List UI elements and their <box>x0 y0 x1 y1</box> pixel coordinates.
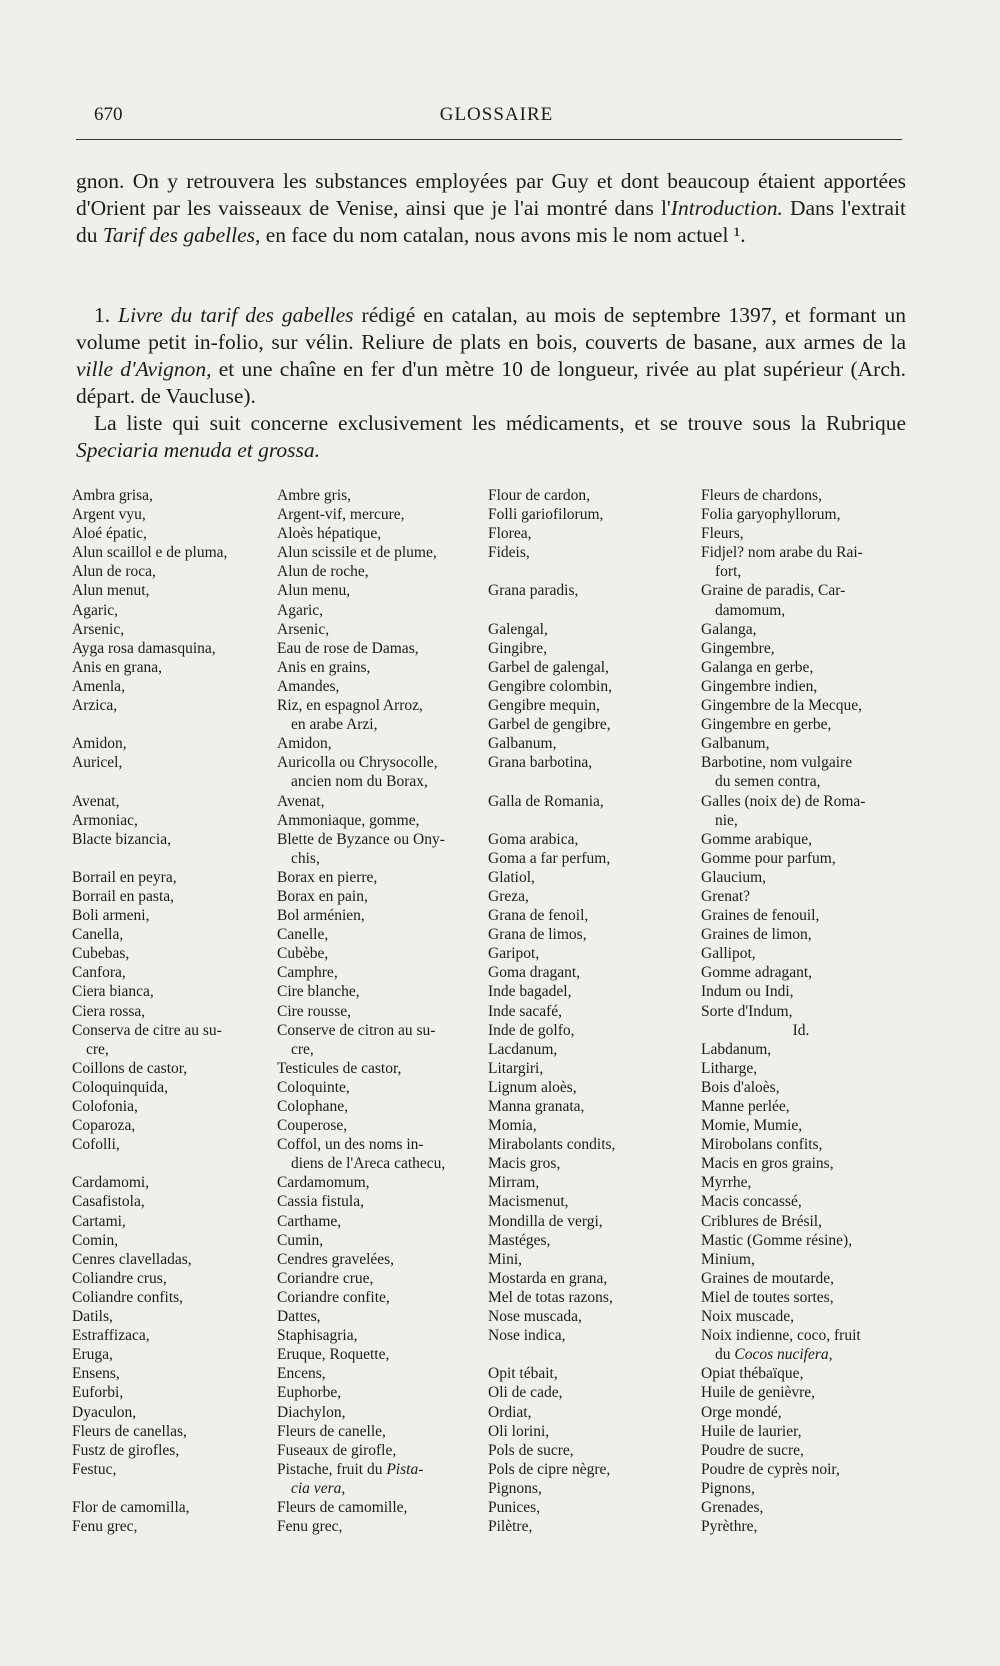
glossary-entry: Poudre de sucre, <box>701 1441 804 1459</box>
glossary-entry: Fenu grec, <box>72 1518 138 1536</box>
glossary-entry: Alun menut, <box>72 582 150 600</box>
running-header <box>94 104 899 134</box>
glossary-entry: Grana de limos, <box>488 926 587 944</box>
glossary-entry: Orge mondé, <box>701 1403 782 1421</box>
glossary-entry: Fleurs de canelle, <box>277 1422 386 1440</box>
glossary-entry: Galla de Romania, <box>488 792 604 810</box>
glossary-entry: Inde sacafé, <box>488 1002 563 1020</box>
glossary-entry: Borax en pain, <box>277 887 368 905</box>
glossary-entry: Graine de paradis, Car- <box>701 582 846 600</box>
glossary-entry: Coillons de castor, <box>72 1059 188 1077</box>
glossary-entry: Mastic (Gomme résine), <box>701 1231 853 1249</box>
glossary-entry: Gingibre, <box>488 639 547 657</box>
glossary-entry: Fleurs, <box>701 525 744 543</box>
glossary-entry: Conserva de citre au su- <box>72 1021 222 1039</box>
glossary-entry: Galbanum, <box>701 735 770 753</box>
glossary-entry: Cire blanche, <box>277 983 360 1001</box>
glossary-entry: Grana paradis, <box>488 582 579 600</box>
glossary-entry: chis, <box>291 849 320 867</box>
glossary-entry: Punices, <box>488 1498 541 1516</box>
glossary-entry: Graines de moutarde, <box>701 1269 834 1287</box>
glossary-entry: en arabe Arzi, <box>291 716 378 734</box>
intro-text-2: Dans l'extrait du <box>76 196 906 247</box>
footnote-para2-italic: Speciaria menuda et grossa. <box>76 438 321 462</box>
glossary-entry: Couperose, <box>277 1117 348 1135</box>
glossary-entry: Gingembre de la Mecque, <box>701 697 862 715</box>
glossary-entry: Litargiri, <box>488 1059 544 1077</box>
glossary-entry <box>72 1154 282 1173</box>
glossary-entry: Fideis, <box>488 544 530 562</box>
glossary-entry: Miel de toutes sortes, <box>701 1288 834 1306</box>
glossary-entry: Coriandre crue, <box>277 1269 374 1287</box>
glossary-entry: Folli gariofilorum, <box>488 506 604 524</box>
glossary-entry: Garbel de galengal, <box>488 658 609 676</box>
glossary-entry: Amenla, <box>72 677 125 695</box>
glossary-entry: Canella, <box>72 926 124 944</box>
glossary-entry: Dyaculon, <box>72 1403 137 1421</box>
column-catalan-2 <box>488 486 698 1536</box>
footnote-title: Livre du tarif des gabelles <box>118 303 354 327</box>
glossary-entry: cre, <box>86 1040 109 1058</box>
glossary-entry: Blacte bizancia, <box>72 830 171 848</box>
glossary-entry: Ordiat, <box>488 1403 532 1421</box>
glossary-entry: Avenat, <box>72 792 120 810</box>
glossary-entry: Galanga en gerbe, <box>701 658 814 676</box>
glossary-entry: Borrail en pasta, <box>72 887 175 905</box>
glossary-entry: Eruque, Roquette, <box>277 1346 390 1364</box>
glossary-entry: Aloès hépatique, <box>277 525 382 543</box>
glossary-entry: Mini, <box>488 1250 523 1268</box>
header-rule <box>76 139 902 140</box>
footnote-text-1: rédigé en catalan, au mois de septembre 1397, et formant un volume petit in-folio, sur vélin. Reliure de plats en bois, couverts de basane, aux armes de la <box>76 303 906 354</box>
glossary-entry: Eau de rose de Damas, <box>277 639 419 657</box>
glossary-entry: Pignons, <box>488 1479 542 1497</box>
glossary-entry: Coliandre crus, <box>72 1269 167 1287</box>
glossary-entry: Manna granata, <box>488 1098 585 1115</box>
glossary-entry <box>488 601 698 620</box>
glossary-entry: Inde bagadel, <box>488 983 572 1001</box>
glossary-entry: Alun scaillol e de pluma, <box>72 544 228 562</box>
glossary-entry: Carthame, <box>277 1212 342 1230</box>
glossary-entry: Gingembre indien, <box>701 677 818 695</box>
glossary-entry: diens de l'Areca cathecu, <box>291 1155 446 1173</box>
glossary-entry: Sorte d'Indum, <box>701 1002 793 1020</box>
glossary-entry: Goma arabica, <box>488 830 579 848</box>
glossary-entry: Ayga rosa damasquina, <box>72 639 216 657</box>
glossary-entry: cre, <box>291 1040 314 1058</box>
glossary-entry: Galanga, <box>701 620 757 638</box>
column-french-1 <box>277 486 487 1536</box>
glossary-entry: Oli de cade, <box>488 1384 563 1402</box>
column-french-2 <box>701 486 911 1536</box>
intro-text-3: en face du nom catalan, nous avons mis le nom actuel ¹. <box>260 223 746 247</box>
glossary-entry: Gengibre mequin, <box>488 697 600 715</box>
glossary-entry: Macismenut, <box>488 1193 569 1211</box>
glossary-entry: Goma dragant, <box>488 964 581 982</box>
glossary-entry: Ensens, <box>72 1365 120 1383</box>
glossary-entry: Ambra grisa, <box>72 487 153 504</box>
glossary-entry: Bol arménien, <box>277 907 365 925</box>
glossary-entry <box>72 715 282 734</box>
glossary-entry: Lacdanum, <box>488 1040 558 1058</box>
glossary-entry: Criblures de Brésil, <box>701 1212 822 1230</box>
glossary-entry: Camphre, <box>277 964 338 982</box>
glossary-entry: Noix muscade, <box>701 1308 794 1326</box>
glossary-entry: Macis gros, <box>488 1155 561 1173</box>
glossary-entry <box>488 811 698 830</box>
glossary-entry: Cubebas, <box>72 945 130 963</box>
glossary-entry: Gomme arabique, <box>701 830 813 848</box>
glossary-entry: Amidon, <box>72 735 127 753</box>
glossary-entry: Ciera rossa, <box>72 1002 146 1020</box>
glossary-entry: Garbel de gengibre, <box>488 716 611 734</box>
glossary-entry: Gomme pour parfum, <box>701 849 836 867</box>
glossary-entry: Encens, <box>277 1365 326 1383</box>
glossary-entry: Boli armeni, <box>72 907 150 925</box>
glossary-entry: Poudre de cyprès noir, <box>701 1460 840 1478</box>
glossary-entry: Cendres gravelées, <box>277 1250 395 1268</box>
glossary-entry: Coffol, un des noms in- <box>277 1136 424 1154</box>
glossary-entry: Auricolla ou Chrysocolle, <box>277 754 438 772</box>
glossary-entry: Cubèbe, <box>277 945 329 963</box>
glossary-entry: Coloquinquida, <box>72 1078 169 1096</box>
page-number: 670 <box>94 104 123 125</box>
glossary-entry: Inde de golfo, <box>488 1021 575 1039</box>
glossary-entry: Cassia fistula, <box>277 1193 364 1211</box>
glossary-entry: Aloé épatic, <box>72 525 147 543</box>
intro-italic-2: Tarif des gabelles, <box>102 223 261 247</box>
intro-paragraph <box>76 168 906 249</box>
glossary-entry: Manne perlée, <box>701 1098 790 1115</box>
glossary-entry: Grana de fenoil, <box>488 907 589 925</box>
glossary-entry: Fenu grec, <box>277 1518 343 1536</box>
page-title: GLOSSAIRE <box>439 104 554 125</box>
footnote-marker: 1. <box>94 303 111 327</box>
glossary-entry: Greza, <box>488 887 529 905</box>
glossary-entry-italic: Cocos nucifera, <box>734 1346 833 1364</box>
glossary-entry: Pignons, <box>701 1479 755 1497</box>
glossary-entry: Oli lorini, <box>488 1422 550 1440</box>
glossary-entry: Argent-vif, mercure, <box>277 506 405 524</box>
glossary-entry: Pistache, fruit du Pista- <box>277 1460 424 1478</box>
glossary-entry: Mel de totas razons, <box>488 1288 613 1306</box>
glossary-entry: Anis en grains, <box>277 658 371 676</box>
glossary-entry: Grenat? <box>701 887 751 905</box>
glossary-entry: fort, <box>715 563 742 581</box>
glossary-entry: Testicules de castor, <box>277 1059 402 1077</box>
glossary-entry: Cire rousse, <box>277 1002 352 1020</box>
glossary-entry: Ciera bianca, <box>72 983 154 1001</box>
glossary-entry: Cartami, <box>72 1212 126 1230</box>
glossary-entry: Minium, <box>701 1250 755 1268</box>
glossary-entry: Auricel, <box>72 754 123 772</box>
glossary-entry: Macis en gros grains, <box>701 1155 834 1173</box>
glossary-entry: Gallipot, <box>701 945 756 963</box>
glossary-entry <box>488 1345 698 1364</box>
glossary-entry <box>277 1479 487 1498</box>
glossary-entry: Flour de cardon, <box>488 487 591 504</box>
glossary-entry: Mirram, <box>488 1174 540 1192</box>
glossary-entry: Momia, <box>488 1117 537 1135</box>
glossary-entry: nie, <box>715 811 738 829</box>
glossary-entry: Mondilla de vergi, <box>488 1212 603 1230</box>
glossary-entry <box>72 849 282 868</box>
glossary-entry: Borax en pierre, <box>277 868 378 886</box>
glossary-entry: Borrail en peyra, <box>72 868 177 886</box>
glossary-entry: Huile de laurier, <box>701 1422 802 1440</box>
glossary-entry: Flor de camomilla, <box>72 1498 190 1516</box>
glossary-entry: Lignum aloès, <box>488 1078 577 1096</box>
glossary-entry: Gingembre en gerbe, <box>701 716 832 734</box>
glossary-entry: Fleurs de canellas, <box>72 1422 187 1440</box>
glossary-entry: Alun de roche, <box>277 563 369 581</box>
glossary-entry: damomum, <box>715 601 786 619</box>
glossary-entry: Colophane, <box>277 1098 349 1115</box>
glossary-entry: Goma a far perfum, <box>488 849 611 867</box>
glossary-entry: Bois d'aloès, <box>701 1078 780 1096</box>
glossary-entry: Fuseaux de girofle, <box>277 1441 397 1459</box>
glossary-entry: Amandes, <box>277 677 340 695</box>
glossary-entry: Amidon, <box>277 735 332 753</box>
glossary-entry: Pols de cipre nègre, <box>488 1460 611 1478</box>
glossary-entry: Arzica, <box>72 697 118 715</box>
glossary-entry: Garipot, <box>488 945 540 963</box>
glossary-entry: Agaric, <box>277 601 324 619</box>
glossary-entry: Canfora, <box>72 964 126 982</box>
glossary-entry: Id. <box>792 1021 810 1039</box>
glossary-entry: Estraffizaca, <box>72 1327 150 1345</box>
glossary-entry: Gomme adragant, <box>701 964 813 982</box>
glossary-entry: Comin, <box>72 1231 119 1249</box>
glossary-entry: Alun de roca, <box>72 563 156 581</box>
glossary-entry: Barbotine, nom vulgaire <box>701 754 853 772</box>
glossary-entry <box>488 772 698 791</box>
glossary-entry: Blette de Byzance ou Ony- <box>277 830 445 848</box>
glossary-entry: Florea, <box>488 525 532 543</box>
glossary-entry: Fleurs de chardons, <box>701 487 822 504</box>
glossary-entry: Eruga, <box>72 1346 113 1364</box>
glossary-entry: Gengibre colombin, <box>488 677 612 695</box>
glossary-entry: Staphisagria, <box>277 1327 358 1345</box>
glossary-entry: Arsenic, <box>72 620 125 638</box>
glossary-entry: Dattes, <box>277 1308 321 1326</box>
glossary-entry: Argent vyu, <box>72 506 146 524</box>
glossary-entry-italic: cia vera, <box>291 1479 346 1497</box>
glossary-entry: Cumin, <box>277 1231 324 1249</box>
glossary-entry: Opit tébait, <box>488 1365 558 1383</box>
intro-italic-1: Introduction. <box>670 196 783 220</box>
glossary-entry: Nose muscada, <box>488 1308 582 1326</box>
glossary-entry: Pols de sucre, <box>488 1441 574 1459</box>
glossary-entry: Canelle, <box>277 926 329 944</box>
glossary-entry: Huile de genièvre, <box>701 1384 816 1402</box>
glossary-columns <box>72 486 912 1646</box>
glossary-entry: Cenres clavelladas, <box>72 1250 192 1268</box>
glossary-entry: Indum ou Indi, <box>701 983 794 1001</box>
glossary-entry: Fleurs de camomille, <box>277 1498 408 1516</box>
glossary-entry: Conserve de citron au su- <box>277 1021 436 1039</box>
glossary-entry: Coparoza, <box>72 1117 136 1135</box>
glossary-entry: Noix indienne, coco, fruit <box>701 1327 861 1345</box>
glossary-entry: Riz, en espagnol Arroz, <box>277 697 423 715</box>
glossary-entry: Colofonia, <box>72 1098 138 1115</box>
glossary-entry: Graines de fenouil, <box>701 907 820 925</box>
glossary-entry: Armoniac, <box>72 811 138 829</box>
glossary-entry: Folia garyophyllorum, <box>701 506 841 524</box>
glossary-entry: Grana barbotina, <box>488 754 593 772</box>
glossary-entry: Galbanum, <box>488 735 557 753</box>
footnote-place: ville d'Avignon, <box>76 357 212 381</box>
glossary-entry: Arsenic, <box>277 620 330 638</box>
glossary-entry: Mirobolans confits, <box>701 1136 823 1154</box>
glossary-entry: Anis en grana, <box>72 658 162 676</box>
glossary-entry: Fidjel? nom arabe du Rai- <box>701 544 863 562</box>
glossary-entry <box>72 1479 282 1498</box>
glossary-entry: Opiat thébaïque, <box>701 1365 804 1383</box>
glossary-entry: Euphorbe, <box>277 1384 342 1402</box>
glossary-entry: Avenat, <box>277 792 325 810</box>
footnote <box>76 302 906 464</box>
glossary-entry: Cofolli, <box>72 1136 120 1154</box>
glossary-entry: Labdanum, <box>701 1040 772 1058</box>
glossary-entry: Datils, <box>72 1308 113 1326</box>
glossary-entry <box>72 772 282 791</box>
glossary-entry: Ammoniaque, gomme, <box>277 811 420 829</box>
glossary-entry: ancien nom du Borax, <box>291 773 428 791</box>
glossary-entry <box>488 562 698 581</box>
intro-text-1: gnon. On y retrouvera les substances employées par Guy et dont beaucoup étaient apportées d'Orient par les vaisseaux de Venise, ainsi que je l'ai montré dans l' <box>76 169 906 220</box>
footnote-text-2: et une chaîne en fer d'un mètre 10 de longueur, rivée au plat supérieur (Arch. départ. de Vaucluse). <box>76 357 906 408</box>
glossary-entry: Myrrhe, <box>701 1174 752 1192</box>
glossary-entry: Gingembre, <box>701 639 775 657</box>
glossary-entry: Cardamomum, <box>277 1174 370 1192</box>
glossary-entry: Pilètre, <box>488 1518 533 1536</box>
glossary-entry: Glatiol, <box>488 868 535 886</box>
glossary-entry: du Cocos nucifera, <box>715 1346 833 1364</box>
glossary-entry: Diachylon, <box>277 1403 346 1421</box>
glossary-entry: Galles (noix de) de Roma- <box>701 792 866 810</box>
glossary-entry: Ambre gris, <box>277 487 352 504</box>
glossary-entry: Momie, Mumie, <box>701 1117 803 1135</box>
glossary-entry: Nose indica, <box>488 1327 566 1345</box>
glossary-entry: Coriandre confite, <box>277 1288 390 1306</box>
column-catalan-1 <box>72 486 282 1536</box>
glossary-entry: Coliandre confits, <box>72 1288 184 1306</box>
glossary-entry: Macis concassé, <box>701 1193 802 1211</box>
glossary-entry-italic: Pista- <box>386 1460 424 1478</box>
glossary-entry: Graines de limon, <box>701 926 812 944</box>
glossary-entry: Cardamomi, <box>72 1174 150 1192</box>
glossary-entry: du semen contra, <box>715 773 821 791</box>
footnote-para2: La liste qui suit concerne exclusivement les médicaments, et se trouve sous la Rubrique <box>94 411 906 435</box>
glossary-entry: Festuc, <box>72 1460 117 1478</box>
glossary-entry: Mirabolants condits, <box>488 1136 616 1154</box>
glossary-entry: Mastéges, <box>488 1231 551 1249</box>
glossary-entry: Fustz de girofles, <box>72 1441 180 1459</box>
glossary-entry: Coloquinte, <box>277 1078 350 1096</box>
glossary-entry: Grenades, <box>701 1498 764 1516</box>
glossary-entry: Alun menu, <box>277 582 351 600</box>
glossary-entry: Euforbi, <box>72 1384 124 1402</box>
glossary-entry: Alun scissile et de plume, <box>277 544 437 562</box>
glossary-entry: Casafistola, <box>72 1193 145 1211</box>
glossary-entry: Pyrèthre, <box>701 1518 758 1536</box>
glossary-entry: Litharge, <box>701 1059 758 1077</box>
glossary-entry: Galengal, <box>488 620 548 638</box>
glossary-entry: Agaric, <box>72 601 119 619</box>
glossary-entry: Glaucium, <box>701 868 766 886</box>
glossary-entry: Mostarda en grana, <box>488 1269 608 1287</box>
